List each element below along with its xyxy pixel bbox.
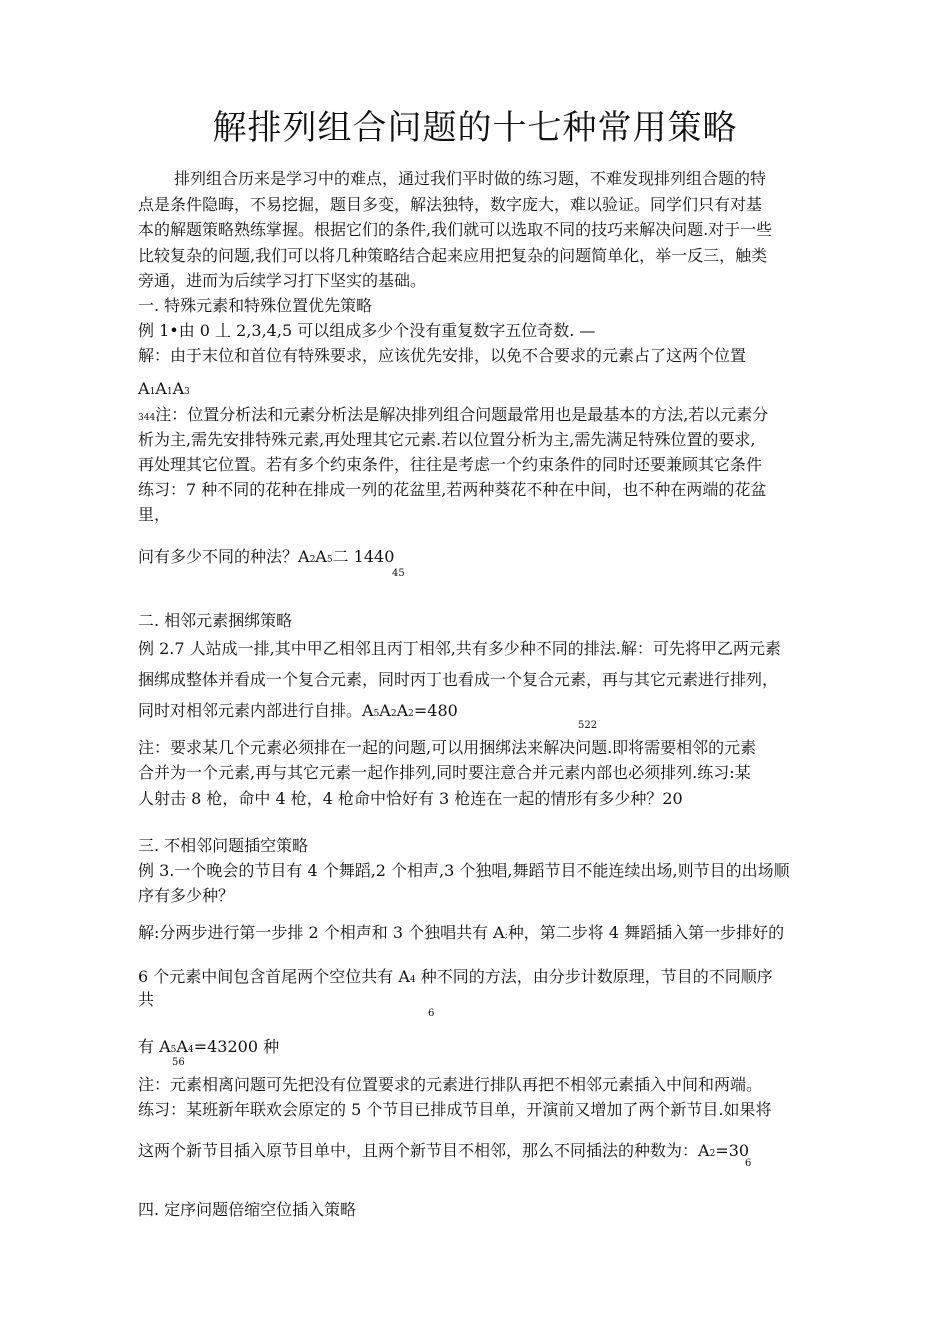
intro-line: 排列组合历来是学习中的难点，通过我们平时做的练习题，不难发现排列组合题的特 bbox=[174, 169, 767, 188]
formula-under: 45 bbox=[392, 568, 405, 579]
formula-under: 56 bbox=[172, 1057, 185, 1068]
example-text: 例 1•由 0 丄 2,3,4,5 可以组成多少个没有重复数字五位奇数. — bbox=[138, 321, 596, 340]
intro-line: 本的解题策略熟练掌握。根据它们的条件,我们就可以选取不同的技巧来解决问题.对于一些 bbox=[138, 220, 773, 239]
section-heading: 二. 相邻元素捆绑策略 bbox=[138, 611, 293, 630]
note-line: 注：元素相离问题可先把没有位置要求的元素进行排队再把不相邻元素插入中间和两端。 bbox=[138, 1075, 763, 1094]
formula-under: 6 bbox=[428, 1008, 435, 1019]
solution-text: 共 bbox=[138, 990, 155, 1009]
intro-line: 比较复杂的问题,我们可以将几种策略结合起来应用把复杂的问题简单化，举一反三，触类 bbox=[138, 246, 768, 265]
note-line: 344注：位置分析法和元素分析法是解决排列组合问题最常用也是最基本的方法,若以元素分 bbox=[138, 405, 769, 424]
intro-line: 旁通，进而为后续学习打下坚实的基础。 bbox=[138, 271, 427, 290]
practice-line: 里， bbox=[138, 505, 171, 524]
formula-under: 6 bbox=[745, 1158, 752, 1169]
practice-line: 练习：某班新年联欢会原定的 5 个节目已排成节目单，开演前又增加了两个新节目.如果将 bbox=[138, 1100, 772, 1119]
intro-line: 点是条件隐晦，不易挖掘，题目多变，解法独特，数字庞大，难以验证。同学们只有对基 bbox=[138, 195, 763, 214]
question-line: 问有多少不同的种法？A2A5二 1440 bbox=[138, 547, 395, 566]
result-line: 有 A5A4=43200 种 bbox=[138, 1037, 280, 1056]
formula-under: 522 bbox=[578, 720, 598, 731]
section-heading: 三. 不相邻问题插空策略 bbox=[138, 836, 309, 855]
solution-text: 解:分两步进行第一步排 2 个相声和 3 个独唱共有 A;种，第二步将 4 舞蹈插入第一步排好的 bbox=[138, 923, 785, 942]
formula: A1A1A3 bbox=[138, 379, 190, 398]
note-line: 再处理其它位置。若有多个约束条件，往往是考虑一个约束条件的同时还要兼顾其它条件 bbox=[138, 455, 763, 474]
example-text: 捆绑成整体并看成一个复合元素，同时丙丁也看成一个复合元素，再与其它元素进行排列， bbox=[138, 670, 779, 689]
formula-line: 同时对相邻元素内部进行自排。A5A2A2=480 bbox=[138, 701, 458, 720]
note-line: 合并为一个元素,再与其它元素一起作排列,同时要注意合并元素内部也必须排列.练习:某 bbox=[138, 763, 751, 782]
section-heading: 一. 特殊元素和特殊位置优先策略 bbox=[138, 296, 373, 315]
note-line: 注：要求某几个元素必须排在一起的问题,可以用捆绑法来解决问题.即将需要相邻的元素 bbox=[138, 738, 757, 757]
example-text: 序有多少种？ bbox=[138, 886, 235, 905]
solution-text: 解：由于末位和首位有特殊要求，应该优先安排，以免不合要求的元素占了这两个位置 bbox=[138, 346, 747, 365]
example-text: 例 2.7 人站成一排,其中甲乙相邻且丙丁相邻,共有多少种不同的排法.解：可先将甲乙两元素 bbox=[138, 639, 781, 658]
practice-line: 这两个新节目插入原节目单中，且两个新节目不相邻，那么不同插法的种数为：A2=30 bbox=[138, 1141, 750, 1160]
page-title: 解排列组合问题的十七种常用策略 bbox=[212, 108, 738, 148]
practice-line: 练习：7 种不同的花种在排成一列的花盆里,若两种葵花不种在中间，也不种在两端的花盆 bbox=[138, 480, 767, 499]
section-heading: 四. 定序问题倍缩空位插入策略 bbox=[138, 1200, 357, 1219]
solution-text: 6 个元素中间包含首尾两个空位共有 A4 种不同的方法，由分步计数原理，节目的不同顺序 bbox=[138, 967, 773, 986]
example-text: 例 3.一个晚会的节目有 4 个舞蹈,2 个相声,3 个独唱,舞蹈节目不能连续出场,则节目的出场顺 bbox=[138, 861, 790, 880]
note-line: 人射击 8 枪，命中 4 枪，4 枪命中恰好有 3 枪连在一起的情形有多少种？20 bbox=[138, 789, 683, 808]
note-line: 析为主,需先安排特殊元素,再处理其它元素.若以位置分析为主,需先满足特殊位置的要求, bbox=[138, 430, 756, 449]
